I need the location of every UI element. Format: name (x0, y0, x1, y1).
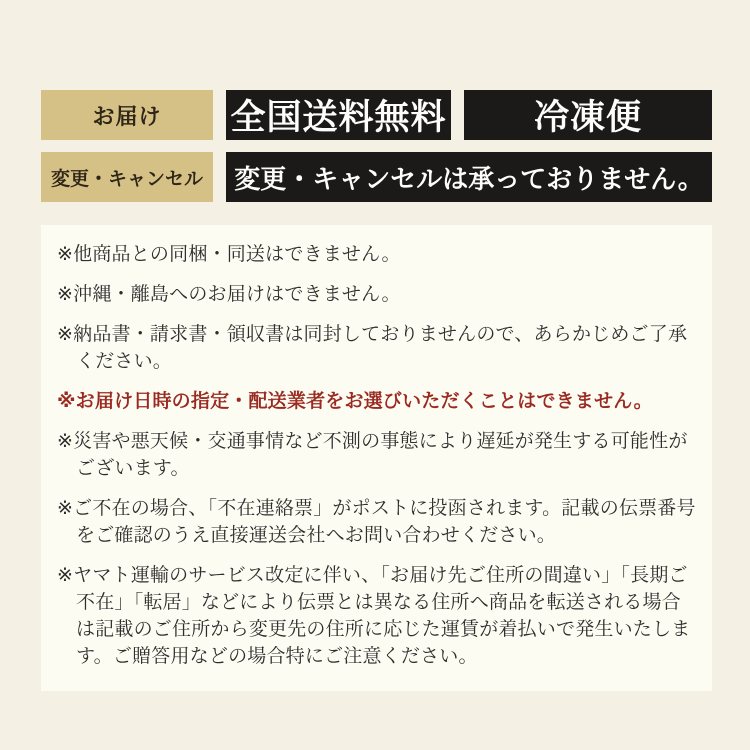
delivery-label: お届け (41, 90, 213, 140)
shipping-notice-content (41, 90, 712, 691)
shipping-info-table (41, 90, 712, 202)
frozen-delivery-value: 冷凍便 (464, 90, 712, 140)
note-no-remote-islands: ※沖縄・離島へのお届けはできません。 (57, 283, 401, 305)
shipping-notes-panel (41, 225, 712, 691)
note-yamato-forwarding-fee: ※ヤマト運輸のサービス改定に伴い、「お届け先ご住所の間違い」「長期ご不在」「転居」などにより伝票とは異なる住所へ商品を転送される場合は記載のご住所から変更先の住所に応じた運賃が着払いで発生いたします。ご贈答用などの場合特にご注意ください。 (57, 564, 691, 667)
note-no-date-carrier-selection: ※お届け日時の指定・配送業者をお選びいただくことはできません。 (57, 390, 653, 412)
free-shipping-value: 全国送料無料 (226, 90, 451, 140)
cancellation-label: 変更・キャンセル (41, 152, 213, 202)
shipping-row-delivery (41, 90, 712, 140)
shipping-row-cancellation (41, 152, 712, 202)
note-no-invoice: ※納品書・請求書・領収書は同封しておりませんので、あらかじめご了承ください。 (57, 323, 688, 372)
cancellation-policy-value: 変更・キャンセルは承っておりません。 (226, 152, 712, 202)
note-absence-slip: ※ご不在の場合、「不在連絡票」がポストに投函されます。記載の伝票番号をご確認のうえ直接運送会社へお問い合わせください。 (57, 497, 696, 546)
note-possible-delays: ※災害や悪天候・交通事情など不測の事態により遅延が発生する可能性がございます。 (57, 430, 688, 479)
note-no-bundling: ※他商品との同梱・同送はできません。 (57, 244, 401, 265)
